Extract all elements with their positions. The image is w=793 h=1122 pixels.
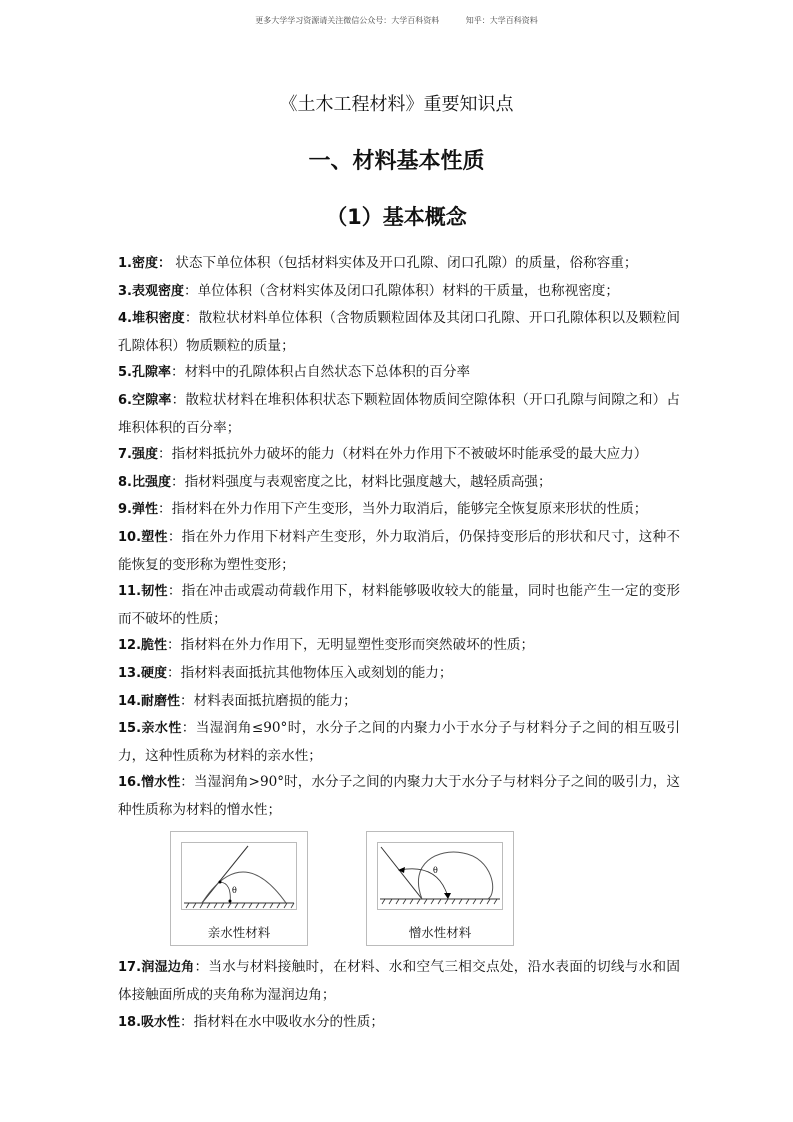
hatch-mark: [424, 899, 427, 904]
definition-text: ：指材料抵抗外力破坏的能力（材料在外力作用下不被破坏时能承受的最大应力）: [157, 446, 648, 463]
hatch-mark: [228, 903, 231, 908]
hatch-mark: [410, 899, 413, 904]
figure-hydrophobic: [366, 831, 514, 946]
hatch-mark: [389, 899, 392, 904]
definition-item: [118, 441, 680, 469]
definition-text: ：散粒状材料单位体积（含物质颗粒固体及其闭口孔隙、开口孔隙体积以及颗粒间孔隙体积）物质颗粒的质量；: [118, 310, 681, 354]
section-heading: 一、材料基本性质: [308, 149, 485, 174]
definition-text: ：指在冲击或震动荷载作用下，材料能够吸收较大的能量，同时也能产生一定的变形而不破坏的性质；: [118, 583, 681, 627]
definition-term: 9.弹性: [118, 502, 158, 518]
definition-term: 8.比强度: [118, 474, 171, 490]
hatch-mark: [277, 903, 280, 908]
definition-text: ：当湿润角≤90°时，水分子之间的内聚力小于水分子与材料分子之间的相互吸引力，这种性质称为材料的亲水性；: [118, 720, 680, 764]
definition-text: ：当湿润角>90°时，水分子之间的内聚力大于水分子与材料分子之间的吸引力，这种性质称为材料的憎水性；: [118, 774, 681, 818]
hydrophilic-contact-angle-diagram: [181, 842, 297, 910]
hatch-mark: [487, 899, 490, 904]
definition-term: 12.脆性: [118, 638, 168, 654]
definition-text: ：指在外力作用下材料产生变形，外力取消后，仍保持变形后的形状和尺寸，这种不能恢复的变形称为塑性变形；: [118, 528, 681, 573]
hatch-mark: [494, 899, 497, 904]
hatch-mark: [270, 903, 273, 908]
definition-text: ：指材料在外力作用下，无明显塑性变形而突然破坏的性质；: [167, 637, 535, 654]
definition-text: ：材料表面抵抗磨损的能力；: [180, 692, 357, 709]
theta-label: θ: [232, 886, 237, 896]
document-body: [118, 250, 680, 1036]
definition-term: 4.堆积密度: [118, 311, 185, 327]
definition-term: 18.吸水性: [118, 1014, 181, 1030]
hatch-mark: [445, 899, 448, 904]
hatch-mark: [193, 903, 196, 908]
hatch-mark: [396, 899, 399, 904]
definition-text: ：材料中的孔隙体积占自然状态下总体积的百分率: [170, 364, 471, 381]
definition-term: 5.孔隙率: [118, 365, 171, 381]
hatch-mark: [431, 899, 434, 904]
definition-term: 1.密度：: [118, 256, 171, 271]
definition-term: 7.强度: [118, 447, 158, 463]
definition-item: [118, 954, 680, 1008]
hatch-mark: [263, 903, 266, 908]
definition-item: [118, 359, 680, 387]
definition-term: 15.亲水性: [118, 721, 182, 737]
definition-text: ：单位体积（含材料实体及闭口孔隙体积）材料的干质量，也称视密度；: [183, 282, 619, 299]
hatch-mark: [459, 899, 462, 904]
definition-term: 13.硬度: [118, 665, 168, 681]
header-zhihu: 知乎：大学百科资料: [465, 16, 538, 25]
definition-text: ：散粒状材料在堆积体积状态下颗粒固体物质间空隙体积（开口孔隙与间隙之和）占堆积体积的百分率；: [118, 391, 681, 436]
definition-term: 17.润湿边角: [118, 960, 195, 976]
hatch-mark: [214, 903, 217, 908]
definition-item: [118, 524, 680, 578]
definition-term: 11.韧性: [118, 584, 168, 600]
hatch-mark: [207, 903, 210, 908]
definition-item: [118, 578, 680, 632]
definition-item: [118, 469, 680, 497]
hatch-mark: [452, 899, 455, 904]
hatch-mark: [291, 903, 294, 908]
hatch-mark: [473, 899, 476, 904]
definition-item: [118, 660, 680, 688]
definition-item: [118, 1009, 680, 1037]
definition-item: [118, 278, 680, 306]
hatch-mark: [417, 899, 420, 904]
definition-term: 10.塑性: [118, 529, 168, 545]
hatch-mark: [480, 899, 483, 904]
hatch-mark: [403, 899, 406, 904]
definition-text: ：指材料在水中吸收水分的性质；: [180, 1013, 384, 1030]
definition-item: [118, 496, 680, 524]
hatch-mark: [438, 899, 441, 904]
figure-caption: 憎水性材料: [408, 925, 472, 941]
hatch-mark: [221, 903, 224, 908]
hatch-mark: [235, 903, 238, 908]
definition-item: [118, 250, 680, 278]
hatch-mark: [284, 903, 287, 908]
subsection-heading: （1）基本概念: [326, 205, 467, 229]
definition-text: ：当水与材料接触时，在材料、水和空气三相交点处，沿水表面的切线与水和固体接触面所成的夹角称为湿润边角；: [118, 959, 681, 1004]
hatch-mark: [186, 903, 189, 908]
definition-term: 14.耐磨性: [118, 693, 181, 709]
hatch-mark: [200, 903, 203, 908]
definition-item: [118, 715, 680, 769]
definition-item: [118, 387, 680, 441]
figure-row: [118, 825, 680, 950]
definition-term: 16.憎水性: [118, 775, 181, 791]
definition-text: ：指材料强度与表观密度之比，材料比强度越大，越轻质高强；: [170, 473, 552, 490]
definition-text: ：指材料表面抵抗其他物体压入或刻划的能力；: [167, 664, 453, 681]
header-wechat: 更多大学学习资源请关注微信公众号：大学百科资料: [255, 16, 440, 25]
hatch-mark: [382, 899, 385, 904]
definition-term: 6.空隙率: [118, 392, 172, 408]
hydrophobic-contact-angle-diagram: [377, 842, 503, 910]
hatch-mark: [249, 903, 252, 908]
page-header: [0, 15, 793, 26]
figure-caption: 亲水性材料: [207, 925, 271, 941]
document-title: 《土木工程材料》重要知识点: [279, 94, 514, 115]
definition-term: 3.表观密度: [118, 283, 184, 299]
theta-label: θ: [433, 866, 438, 876]
definition-item: [118, 688, 680, 716]
definition-item: [118, 769, 680, 823]
definition-text: ：指材料在外力作用下产生变形，当外力取消后，能够完全恢复原来形状的性质；: [157, 501, 648, 518]
definition-item: [118, 305, 680, 359]
hatch-mark: [256, 903, 259, 908]
definition-item: [118, 632, 680, 660]
hatch-mark: [242, 903, 245, 908]
hatch-mark: [466, 899, 469, 904]
figure-hydrophilic: [170, 831, 308, 946]
definition-text: 状态下单位体积（包括材料实体及开口孔隙、闭口孔隙）的质量，俗称容重；: [170, 255, 638, 271]
